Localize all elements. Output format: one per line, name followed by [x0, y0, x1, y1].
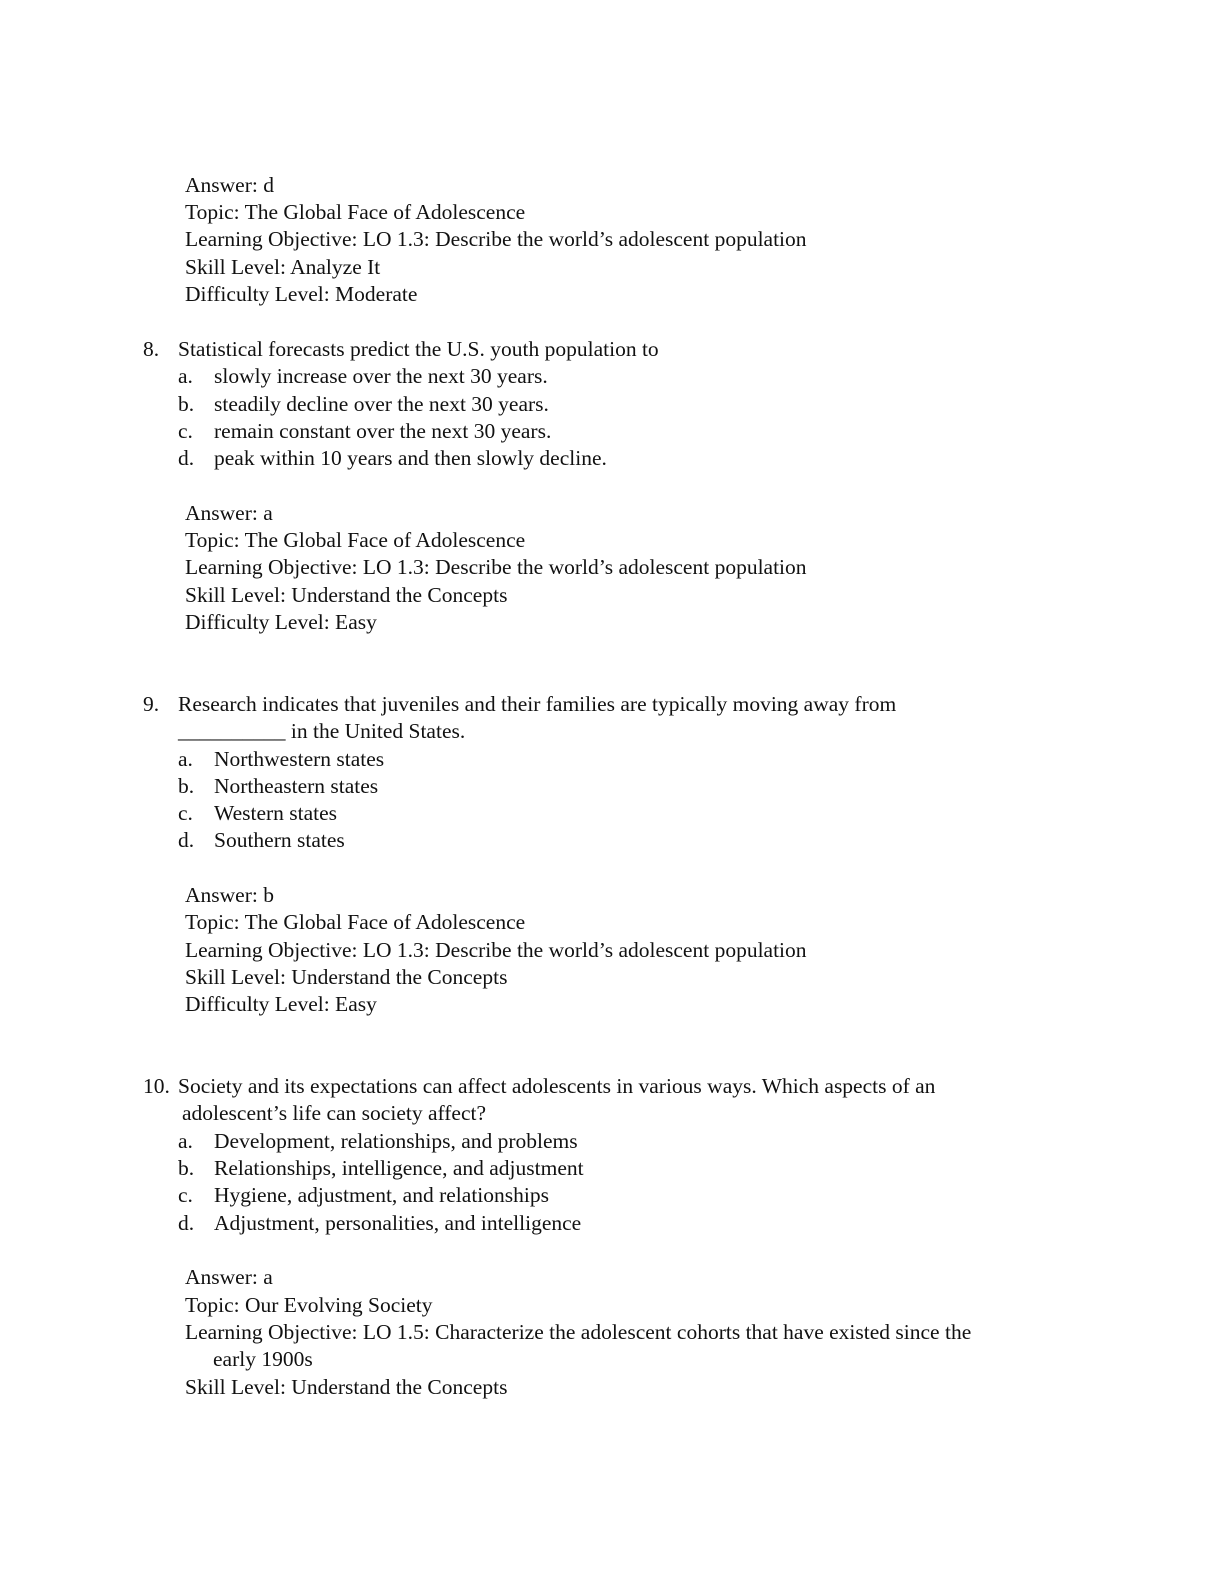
option-text: Development, relationships, and problems	[214, 1129, 578, 1153]
skill-level-line: Skill Level: Analyze It	[185, 255, 381, 279]
option-letter: a.	[178, 364, 193, 388]
topic-line: Topic: The Global Face of Adolescence	[185, 528, 526, 552]
question-text: __________ in the United States.	[178, 719, 466, 743]
option-letter: c.	[178, 801, 193, 825]
topic-line: Topic: The Global Face of Adolescence	[185, 910, 526, 934]
option-letter: b.	[178, 1156, 195, 1180]
difficulty-level-line: Difficulty Level: Easy	[185, 610, 377, 634]
option-text: Northeastern states	[214, 774, 379, 798]
option-text: Hygiene, adjustment, and relationships	[214, 1183, 549, 1207]
learning-objective-continuation: early 1900s	[213, 1347, 313, 1371]
option-letter: d.	[178, 446, 195, 470]
question-text: Research indicates that juveniles and their families are typically moving away from	[178, 692, 897, 716]
learning-objective-line: Learning Objective: LO 1.3: Describe the world’s adolescent population	[185, 938, 807, 962]
topic-line: Topic: Our Evolving Society	[185, 1293, 433, 1317]
question-number: 10.	[143, 1074, 170, 1098]
learning-objective-line: Learning Objective: LO 1.5: Characterize the adolescent cohorts that have existed since the	[185, 1320, 972, 1344]
topic-line: Topic: The Global Face of Adolescence	[185, 200, 526, 224]
option-text: steadily decline over the next 30 years.	[214, 392, 549, 416]
option-text: Southern states	[214, 828, 345, 852]
answer-line: Answer: a	[185, 1265, 273, 1289]
question-number: 8.	[143, 337, 160, 361]
question-text: adolescent’s life can society affect?	[182, 1101, 487, 1125]
learning-objective-line: Learning Objective: LO 1.3: Describe the world’s adolescent population	[185, 227, 807, 251]
option-text: remain constant over the next 30 years.	[214, 419, 552, 443]
option-text: Northwestern states	[214, 747, 385, 771]
question-text: Society and its expectations can affect adolescents in various ways. Which aspects of an	[178, 1074, 936, 1098]
option-letter: a.	[178, 1129, 193, 1153]
option-text: Relationships, intelligence, and adjustment	[214, 1156, 584, 1180]
option-text: Adjustment, personalities, and intelligence	[214, 1211, 582, 1235]
difficulty-level-line: Difficulty Level: Moderate	[185, 282, 418, 306]
option-letter: d.	[178, 1211, 195, 1235]
option-letter: c.	[178, 419, 193, 443]
option-letter: d.	[178, 828, 195, 852]
option-text: slowly increase over the next 30 years.	[214, 364, 548, 388]
answer-line: Answer: d	[185, 173, 274, 197]
question-text: Statistical forecasts predict the U.S. youth population to	[178, 337, 659, 361]
option-text: peak within 10 years and then slowly decline.	[214, 446, 607, 470]
answer-line: Answer: a	[185, 501, 273, 525]
option-letter: c.	[178, 1183, 193, 1207]
option-text: Western states	[214, 801, 338, 825]
skill-level-line: Skill Level: Understand the Concepts	[185, 965, 508, 989]
option-letter: b.	[178, 774, 195, 798]
learning-objective-line: Learning Objective: LO 1.3: Describe the world’s adolescent population	[185, 555, 807, 579]
difficulty-level-line: Difficulty Level: Easy	[185, 992, 377, 1016]
skill-level-line: Skill Level: Understand the Concepts	[185, 583, 508, 607]
option-letter: a.	[178, 747, 193, 771]
option-letter: b.	[178, 392, 195, 416]
question-number: 9.	[143, 692, 160, 716]
answer-line: Answer: b	[185, 883, 274, 907]
skill-level-line: Skill Level: Understand the Concepts	[185, 1375, 508, 1399]
